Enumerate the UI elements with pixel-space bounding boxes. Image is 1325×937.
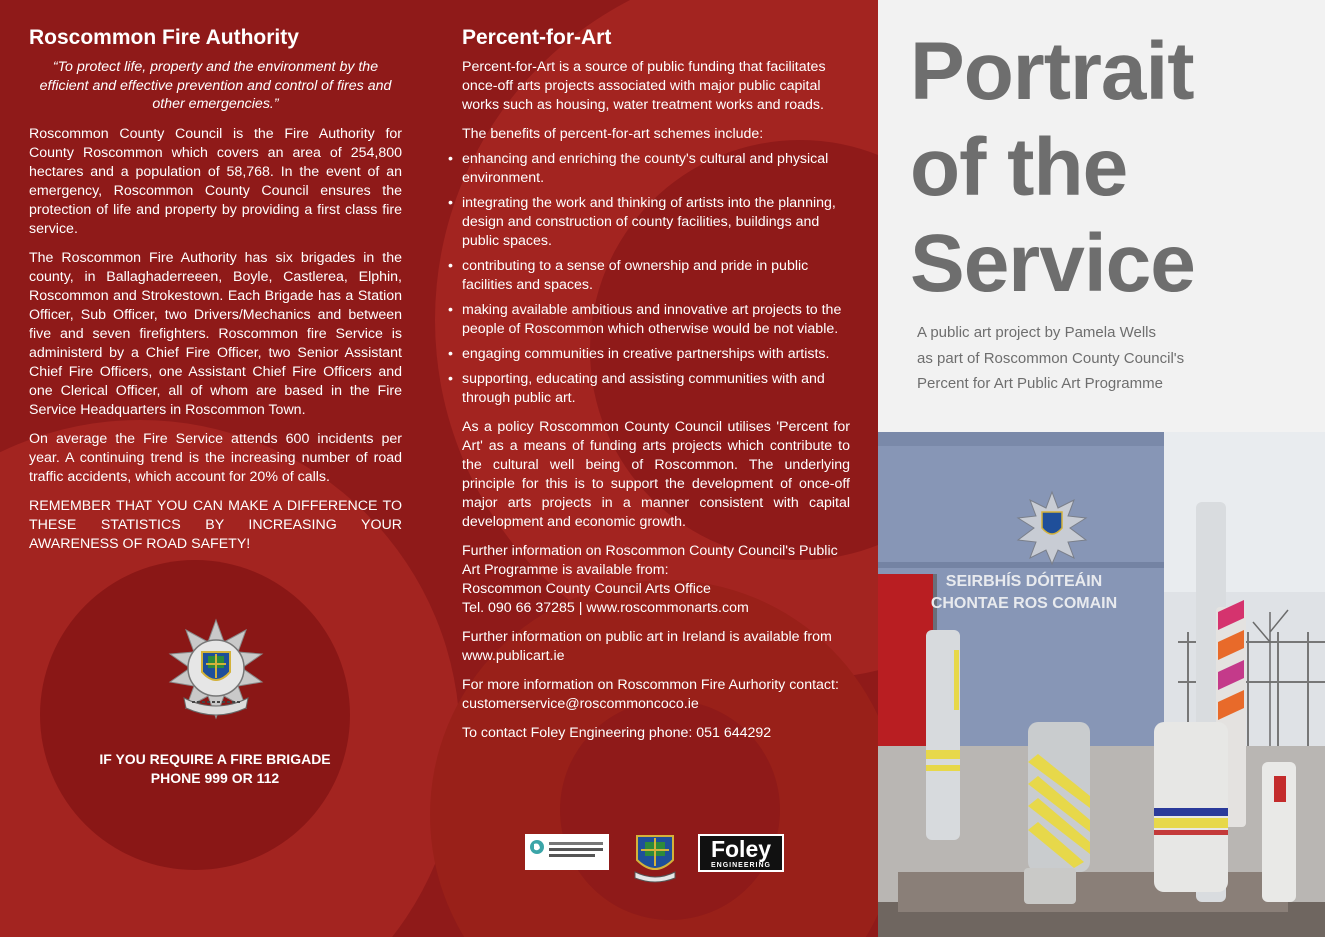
- fire-station-illustration: [878, 432, 1325, 937]
- subtitle-line: Percent for Art Public Art Programme: [917, 375, 1163, 392]
- cover-title: [910, 24, 1310, 312]
- benefits-intro: The benefits of percent-for-art schemes include:: [462, 126, 764, 142]
- foley-logo-text: Foley: [710, 836, 772, 862]
- further-info-publicart[interactable]: Further information on public art in Ireland is available from www.publicart.ie: [462, 629, 832, 664]
- further-info-arts-office: [462, 542, 850, 618]
- foley-engineering-logo: [698, 834, 784, 872]
- foley-logo-subtext: ENGINEERING: [710, 862, 771, 869]
- fire-station-photo: [878, 432, 1325, 937]
- mission-motto: “To protect life, property and the environment by the efficient and effective prevention and control of fires and other emergencies.”: [39, 59, 392, 112]
- policy-paragraph: As a policy Roscommon County Council utilises 'Percent for Art' as a means of funding arts projects which contribute to the cultural well being of Roscommon. The underlying principle for this is to support the development of once-off major arts projects in a manner consistent with capital development and economic growth.: [462, 419, 850, 530]
- station-sign-line-1: SEIRBHÍS DÓITEÁIN: [945, 573, 1103, 590]
- list-item: • supporting, educating and assisting communities with and through public art.: [462, 370, 850, 408]
- station-sign-line-2: CHONTAE ROS COMAIN: [930, 595, 1118, 612]
- arts-office-contact[interactable]: Tel. 090 66 37285 | www.roscommonarts.com: [462, 600, 749, 616]
- list-item: • making available ambitious and innovative art projects to the people of Roscommon which otherwise would be not viable.: [462, 301, 850, 339]
- fire-authority-panel: [29, 24, 402, 564]
- paragraph-authority: Roscommon County Council is the Fire Authority for County Roscommon which covers an area of 254,800 hectares and a population of 58,768. In the event of an emergency, Roscommon County Council ensures the protection of life and property by providing a first class fire service.: [29, 125, 402, 237]
- percent-for-art-panel: [462, 24, 850, 753]
- department-emblem-icon: [525, 834, 609, 870]
- road-safety-notice: REMEMBER THAT YOU CAN MAKE A DIFFERENCE TO THESE STATISTICS BY INCREASING YOUR AWARENESS OF ROAD SAFETY!: [29, 497, 402, 552]
- emergency-line-1: IF YOU REQUIRE A FIRE BRIGADE: [99, 751, 331, 767]
- cover-subtitle: [917, 320, 1297, 397]
- list-item: • contributing to a sense of ownership and pride in public facilities and spaces.: [462, 257, 850, 295]
- emergency-call-notice: [60, 750, 370, 788]
- benefits-list: [462, 150, 850, 408]
- fire-service-crest-icon: [162, 618, 270, 730]
- subtitle-line: as part of Roscommon County Council's: [917, 349, 1185, 367]
- list-item: • integrating the work and thinking of artists into the planning, design and construction of county facilities, buildings and public spaces.: [462, 194, 850, 251]
- percent-for-art-heading: Percent-for-Art: [462, 26, 612, 49]
- paragraph-brigades: The Roscommon Fire Authority has six brigades in the county, in Ballaghaderreeen, Boyle, Castlerea, Elphin, Roscommon and Strokestown. Each Brigade has a Station Officer, Sub Officer, two Drivers/Mechanics and between five and seven firefighters. Roscommon fire Service is administerd by a Chief Fire Officer, two Senior Assistant Chief Fire Officers, one Assistant Chief Fire Officers and one Clerical Officer, all of whom are based in the Fire Service Headquarters in Roscommon Town.: [29, 249, 402, 418]
- county-council-crest-icon: [631, 832, 679, 884]
- fire-authority-heading: Roscommon Fire Authority: [29, 26, 299, 49]
- title-line: of the: [910, 122, 1128, 213]
- further-info-foley: To contact Foley Engineering phone: 051 644292: [462, 725, 772, 741]
- paragraph-incidents: On average the Fire Service attends 600 incidents per year. A continuing trend is the increasing number of road traffic accidents, which account for 20% of calls.: [29, 430, 402, 485]
- list-item: • engaging communities in creative partnerships with artists.: [462, 345, 850, 364]
- further-info-fire-authority[interactable]: For more information on Roscommon Fire Aurhority contact: customerservice@roscommoncoco.ie: [462, 677, 839, 712]
- cover-panel: [878, 0, 1325, 937]
- emergency-line-2: PHONE 999 OR 112: [150, 770, 280, 786]
- percent-for-art-intro: Percent-for-Art is a source of public funding that facilitates once-off arts projects associated with major public capital works such as housing, water treatment works and roads.: [462, 59, 826, 113]
- list-item: • enhancing and enriching the county's cultural and physical environment.: [462, 150, 850, 188]
- department-logo: [525, 834, 609, 870]
- further-info-text: Further information on Roscommon County Council's Public Art Programme is available from:: [462, 543, 838, 578]
- subtitle-line: A public art project by Pamela Wells: [917, 324, 1156, 341]
- sponsor-logos: [525, 832, 785, 874]
- arts-office-name: Roscommon County Council Arts Office: [462, 581, 711, 597]
- title-line: Service: [910, 218, 1195, 309]
- title-line: Portrait: [910, 26, 1194, 117]
